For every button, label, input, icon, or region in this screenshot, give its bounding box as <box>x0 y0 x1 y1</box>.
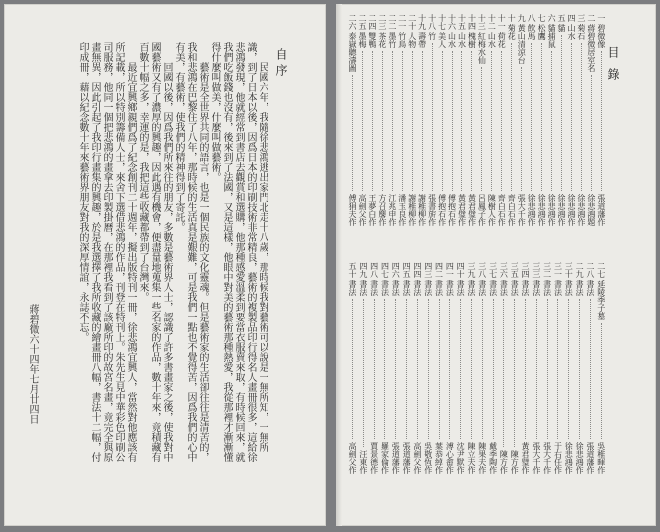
toc-entry-number: 十八 <box>427 14 437 30</box>
toc-leader-dots <box>521 67 522 191</box>
toc-entry-artist: 陳立夫作 <box>466 442 476 474</box>
toc-entry-title: 書法 <box>402 280 412 296</box>
toc-leader-dots <box>428 299 429 439</box>
toc-leader-dots <box>590 299 591 439</box>
toc-entry-number: 二五 <box>357 14 367 30</box>
toc-leader-dots <box>372 51 373 191</box>
toc-entry-number: 三五 <box>510 262 520 278</box>
toc-entry-number: 四四 <box>412 262 422 278</box>
toc-leader-dots <box>395 299 396 439</box>
toc-entry-title: 書法 <box>466 280 476 296</box>
toc-entry <box>445 262 454 474</box>
toc-leader-dots <box>601 323 602 439</box>
toc-entry <box>380 262 389 474</box>
toc-entry-number: 三三 <box>531 262 541 278</box>
toc-entry-artist: 黃君璧作 <box>521 442 530 474</box>
toc-entry <box>448 14 457 226</box>
toc-entry-number: 十二 <box>487 14 497 30</box>
toc-entry-artist: 張道藩作 <box>585 442 595 474</box>
toc-entry-artist: 傅狷夫作 <box>348 194 357 226</box>
toc-entry <box>517 14 526 226</box>
toc-entry <box>521 262 530 474</box>
toc-entry-title: 竹 <box>427 32 437 40</box>
toc-entry-artist: 沈尹默作 <box>456 442 466 474</box>
toc-entry-title: 書法 <box>542 280 552 296</box>
preface-page <box>4 4 326 526</box>
toc-entry-number: 二二 <box>387 14 397 30</box>
toc-entry-title: 紅梅水仙 <box>477 32 487 64</box>
toc-entry-title: 書法 <box>564 280 574 296</box>
toc-entry-number: 二七 <box>596 262 606 278</box>
toc-entry <box>597 262 606 474</box>
toc-entry-title: 書法 <box>348 280 357 296</box>
toc-entry-number: 四五 <box>402 262 412 278</box>
toc-leader-dots <box>561 35 562 191</box>
toc-leader-dots <box>568 299 569 439</box>
toc-entry-title: 碧微像 <box>596 24 606 48</box>
toc-entry <box>577 14 586 226</box>
toc-entry <box>537 14 546 226</box>
toc-entry-artist: 黃君璧作 <box>467 194 477 226</box>
toc-entry <box>510 262 519 474</box>
toc-leader-dots <box>471 51 472 191</box>
toc-entry-number: 四七 <box>380 262 390 278</box>
toc-leader-dots <box>471 299 472 439</box>
toc-entry-artist: 陳方作 <box>499 450 509 474</box>
preface-paragraph: 民國六年，我隨徐悲鴻逃出家門北走十八歲，那時候我對藝術可以說是一無所知，一無所識，到了日本以後，因爲日本的印刷技術非常精良，藝術的複製品印行得名人畫冊很多，這給徐悲鴻發現，他就經常到書店去觀賞和選購，他那種感愛溫柔到要當衣服賣來取，有時候回來，就我們吃飯錢也沒有，後來到了法國，又是這樣，他眼中對美的藝術那種熱愛，我從那裡才漸漸懂得什麼叫做美，什麼叫做藝術。 <box>209 42 268 462</box>
toc-entry <box>388 14 397 226</box>
toc-leader-dots <box>412 51 413 191</box>
toc-entry <box>586 262 595 474</box>
toc-title: 目錄 <box>606 46 620 90</box>
toc-leader-dots <box>452 51 453 191</box>
toc-entry-title: 竹鳥 <box>397 32 407 48</box>
toc-entry <box>553 262 562 474</box>
toc-entry-artist: 張大千作 <box>531 442 541 474</box>
toc-entry-title: 菊石 <box>576 24 586 40</box>
toc-entry-number: 八 <box>527 14 537 22</box>
toc-entry-number: 十三 <box>477 14 487 30</box>
toc-leader-dots <box>460 299 461 439</box>
toc-entry-number: 三二 <box>542 262 552 278</box>
toc-entry-artist: 徐悲鴻作 <box>537 194 547 226</box>
toc-entry <box>456 262 465 474</box>
toc-entry-artist: 徐悲鴻作 <box>564 442 574 474</box>
toc-entry-title: 延陵季子墓 <box>596 280 606 320</box>
toc-entry-artist: 賈景德作 <box>369 442 379 474</box>
toc-leader-dots <box>362 51 363 191</box>
toc-entry <box>359 262 368 474</box>
toc-entry-number: 一 <box>596 14 606 22</box>
toc-entry <box>413 262 422 474</box>
toc-entry-artist: 謝稚柳作 <box>417 194 427 226</box>
toc-entry <box>575 262 584 474</box>
toc-leader-dots <box>514 299 515 447</box>
toc-entry-title: 美人 <box>437 32 447 48</box>
toc-entry-artist: 戴季陶作 <box>488 442 498 474</box>
toc-entry-artist: 王夢白作 <box>367 194 377 226</box>
toc-entry <box>428 14 437 226</box>
toc-entry-artist: 張大千作 <box>542 442 552 474</box>
toc-entry <box>527 14 536 226</box>
toc-entry-number: 九 <box>517 14 527 22</box>
toc-entry-title: 松鷹 <box>537 24 547 40</box>
toc-entry-number: 三十 <box>564 262 574 278</box>
toc-entry-title: 泰嶽聽濤圖 <box>348 32 357 72</box>
preface-paragraph: 最近宜興鄉親們爲了紀念創刊二十週年，擬出版特刊一冊，徐悲鴻宜興人，當然對他應該有所記載，所以特別籌備人士，來舍下選借悲鴻的作品，刊登在特刊上。朱先生見中華彩色印刷公司服務，他同一個把悲鴻的畫拿去印製掛曆，在那裡我看到了該廠所印的故宮名畫，竟完全與原畫無異，因此引起了我印行畫集的興趣，於是我選擇了我所收藏的繪畫冊八幅，書法十二幅，付印成冊，藉以紀念數十年來藝術界朋友對我的深厚情誼，永誌不忘。 <box>77 42 136 462</box>
toc-leader-dots <box>501 51 502 191</box>
toc-leader-dots <box>531 43 532 191</box>
toc-entry-artist: 徐悲鴻作 <box>566 194 576 226</box>
toc-entry-title: 書法 <box>488 280 498 296</box>
toc-leader-dots <box>442 51 443 191</box>
preface-signature: 蔣碧微六十四年七月廿四日 <box>27 304 38 424</box>
toc-entry-title: 貓捕鼠 <box>547 24 557 48</box>
toc-entry-number: 十 <box>507 14 517 22</box>
toc-entry-title: 黃山清涼台 <box>517 24 527 64</box>
toc-entry-number: 二六 <box>348 14 357 30</box>
toc-leader-dots <box>449 299 450 439</box>
toc-entry-artist: 吳稚暉作 <box>596 442 606 474</box>
toc-entry <box>478 262 487 474</box>
toc-entry <box>543 262 552 474</box>
toc-entry-title: 書法 <box>499 280 509 296</box>
toc-entry <box>391 262 400 474</box>
toc-entry-title: 書法 <box>456 280 466 296</box>
toc-leader-dots <box>551 51 552 191</box>
toc-entry-title: 飲馬 <box>527 24 537 40</box>
toc-entry <box>467 14 476 226</box>
toc-entry-artist: 傅抱石作 <box>437 194 447 226</box>
toc-entry-title: 書法 <box>531 280 541 296</box>
toc-entry-artist: 齊白石作 <box>497 194 507 226</box>
toc-entry-title: 書法 <box>553 280 563 296</box>
toc-entry-title: 壽帶 <box>417 32 427 48</box>
toc-leader-dots <box>461 51 462 191</box>
toc-leader-dots <box>352 75 353 191</box>
toc-entry-number: 二八 <box>585 262 595 278</box>
toc-entry <box>532 262 541 474</box>
toc-page <box>336 4 656 526</box>
toc-leader-dots <box>581 43 582 191</box>
toc-leader-dots <box>557 299 558 439</box>
toc-entry-artist: 羅家倫作 <box>380 442 390 474</box>
toc-entry-title: 茶花 <box>377 32 387 48</box>
toc-entry-number: 二 <box>586 14 596 22</box>
toc-entry-number: 二三 <box>377 14 387 30</box>
toc-leader-dots <box>406 299 407 439</box>
toc-leader-dots <box>363 299 364 447</box>
toc-entry-artist: 陳方作 <box>510 450 520 474</box>
toc-entry-artist: 徐悲鴻作 <box>547 194 557 226</box>
preface-body <box>18 42 268 462</box>
toc-entry-number: 七 <box>537 14 547 22</box>
toc-entry-title: 墨竹 <box>387 32 397 48</box>
toc-entry <box>418 14 427 226</box>
toc-entry <box>499 262 508 474</box>
toc-entry-title: 書法 <box>521 280 530 296</box>
toc-entry-number: 四九 <box>358 262 368 278</box>
toc-entry-artist: 吳敬恆作 <box>423 442 433 474</box>
toc-entry <box>507 14 516 226</box>
toc-entry-artist: 徐悲鴻作 <box>576 194 586 226</box>
toc-leader-dots <box>392 51 393 191</box>
toc-leader-dots <box>374 299 375 439</box>
toc-entry-number: 二九 <box>575 262 585 278</box>
toc-entry-number: 三八 <box>477 262 487 278</box>
toc-entry-number: 十一 <box>497 14 507 30</box>
toc-leader-dots <box>402 51 403 191</box>
toc-entry-artist: 陳樹人作 <box>487 194 497 226</box>
toc-entry-number: 四 <box>566 14 576 22</box>
toc-entry-artist: 徐悲鴻作 <box>527 194 537 226</box>
toc-entry <box>564 262 573 474</box>
toc-entry-number: 三四 <box>521 262 530 278</box>
toc-entry <box>567 14 576 226</box>
toc-entry-artist: 高劍父作 <box>357 194 367 226</box>
toc-entry-number: 四二 <box>434 262 444 278</box>
toc-entry-artist: 張大千作 <box>517 194 527 226</box>
toc-leader-dots <box>511 43 512 191</box>
toc-leader-dots <box>422 51 423 191</box>
toc-entry-number: 三九 <box>466 262 476 278</box>
toc-entry-number: 二四 <box>367 14 377 30</box>
toc-entry-artist: 汪東作 <box>358 450 368 474</box>
toc-entry-number: 十六 <box>447 14 457 30</box>
toc-entry <box>424 262 433 474</box>
toc-entry-number: 二一 <box>397 14 407 30</box>
toc-entry-number: 五十 <box>348 262 357 278</box>
toc-entry-number: 十五 <box>457 14 467 30</box>
page-crease <box>336 4 342 526</box>
toc-entry-number: 五 <box>557 14 567 22</box>
toc-entry-number: 四三 <box>423 262 433 278</box>
toc-entry-title: 書法 <box>510 280 520 296</box>
toc-entry-artist: 傅抱石作 <box>447 194 457 226</box>
toc-entry <box>557 14 566 226</box>
toc-entry-artist: 齊白石作 <box>507 194 517 226</box>
toc-entry <box>370 262 379 474</box>
toc-entry-number: 六 <box>547 14 557 22</box>
toc-entry <box>489 262 498 474</box>
toc-entry <box>408 14 417 226</box>
toc-leader-dots <box>417 299 418 439</box>
toc-entry <box>438 14 447 226</box>
toc-entry <box>358 14 367 226</box>
toc-entry <box>368 14 377 226</box>
toc-entry-title: 菊花 <box>507 24 517 40</box>
toc-leader-dots <box>493 299 494 439</box>
toc-entry-artist: 高劍父作 <box>348 442 357 474</box>
toc-entry-title: 貓 <box>557 24 567 32</box>
toc-leader-dots <box>382 51 383 191</box>
toc-entry-title: 人物 <box>407 32 417 48</box>
toc-entry-title: 書法 <box>575 280 585 296</box>
toc-entry-artist: 江兆申作 <box>387 194 397 226</box>
toc-entry-number: 十七 <box>437 14 447 30</box>
toc-entry-artist: 高劍父作 <box>412 442 422 474</box>
toc-entry-title: 書法 <box>358 280 368 296</box>
toc-entry-artist: 溥心畬作 <box>445 442 455 474</box>
toc-leader-dots <box>571 43 572 191</box>
toc-entry-title: 墨梅 <box>357 32 367 48</box>
toc-entry-title: 山水 <box>487 32 497 48</box>
toc-entry <box>477 14 486 226</box>
toc-entry-number: 四十 <box>456 262 466 278</box>
preface-paragraph: 藝術是全世界共同的語言，也是一個民族的文化靈魂。但是藝術家的生活卻往往是清苦的，我和悲鴻在巴黎住了八年，那時候的生活真是艱難，可是我們一點也不覺得苦，因爲我們的心中有美，有藝術，使我們的精神得到了寄託。 <box>173 42 208 462</box>
toc-leader-dots <box>384 299 385 439</box>
toc-entry-title: 書法 <box>445 280 455 296</box>
toc-entry-artist: 張道藩作 <box>596 194 606 226</box>
toc-leader-dots <box>352 299 353 439</box>
toc-leader-dots <box>481 67 482 191</box>
preface-title: 自序 <box>274 48 288 80</box>
toc-entry <box>597 14 606 226</box>
toc-leader-dots <box>591 75 592 191</box>
toc-entry-number: 三 <box>576 14 586 22</box>
toc-entry-title: 書法 <box>434 280 444 296</box>
toc-entry-artist: 張道藩作 <box>402 442 412 474</box>
toc-leader-dots <box>432 43 433 191</box>
toc-entry <box>497 14 506 226</box>
toc-leader-dots <box>439 299 440 439</box>
toc-entry-title: 山水 <box>457 32 467 48</box>
toc-entry-title: 雙鴨 <box>367 32 377 48</box>
toc-bottom-block <box>348 262 606 474</box>
toc-entry-artist: 于右任作 <box>553 442 563 474</box>
toc-entry-artist: 張書旂作 <box>427 194 437 226</box>
toc-leader-dots <box>547 299 548 439</box>
toc-entry-title: 荷花 <box>497 32 507 48</box>
toc-entry-artist: 潘玉良作 <box>397 194 407 226</box>
toc-entry <box>402 262 411 474</box>
toc-entry-title: 書法 <box>380 280 390 296</box>
toc-entry-title: 書法 <box>391 280 401 296</box>
preface-paragraph: 回國以後，因爲我們所來往的朋友，多數是藝術界人士，認識了許多書畫家之後，使我對中國藝術又有了濃厚的興趣，因此遇有機會，便盡量地蒐集一些名家的作品，數十年來，竟積藏有百數十幅之多，幸運的是，我把這些收藏都帶到了台灣來。 <box>137 42 172 462</box>
toc-entry-artist: 黃君璧作 <box>457 194 467 226</box>
toc-entry <box>547 14 556 226</box>
toc-entry <box>348 262 357 474</box>
toc-entry-title: 書法 <box>477 280 487 296</box>
toc-entry-number: 三七 <box>488 262 498 278</box>
toc-entry-title: 書法 <box>585 280 595 296</box>
toc-leader-dots <box>482 299 483 439</box>
toc-entry <box>587 14 596 226</box>
toc-leader-dots <box>525 299 526 439</box>
toc-leader-dots <box>541 43 542 191</box>
toc-entry-number: 十四 <box>467 14 477 30</box>
toc-entry <box>457 14 466 226</box>
toc-entry-number: 四六 <box>391 262 401 278</box>
toc-entry-number: 四八 <box>369 262 379 278</box>
toc-entry-title: 書法 <box>369 280 379 296</box>
toc-entry-artist: 徐悲鴻作 <box>575 442 585 474</box>
toc-leader-dots <box>503 299 504 447</box>
toc-entry-artist: 徐悲鴻題 <box>586 194 596 226</box>
toc-leader-dots <box>491 51 492 191</box>
toc-entry-title: 山水 <box>447 32 457 48</box>
toc-entry-title: 書法 <box>423 280 433 296</box>
toc-entry-title: 山水 <box>566 24 576 40</box>
toc-entry-number: 三一 <box>553 262 563 278</box>
toc-entry-artist: 呂鳳子作 <box>477 194 487 226</box>
toc-entry-title: 蔣碧微居室名 <box>586 24 596 72</box>
toc-entry <box>487 14 496 226</box>
toc-entry-artist: 陳果夫作 <box>477 442 487 474</box>
toc-leader-dots <box>536 299 537 439</box>
toc-entry-artist: 張道藩作 <box>391 442 401 474</box>
toc-entry-artist: 徐悲鴻作 <box>557 194 567 226</box>
toc-entry-number: 二十 <box>407 14 417 30</box>
toc-entry <box>398 14 407 226</box>
toc-entry-artist: 方召麐作 <box>377 194 387 226</box>
toc-entry-title: 槐樹 <box>467 32 477 48</box>
toc-entry <box>467 262 476 474</box>
toc-entry-artist: 謝稚柳作 <box>407 194 417 226</box>
toc-entry <box>348 14 357 226</box>
toc-entry-number: 三六 <box>499 262 509 278</box>
toc-entry <box>378 14 387 226</box>
toc-top-block <box>348 14 606 226</box>
toc-leader-dots <box>601 51 602 191</box>
toc-entry <box>435 262 444 474</box>
toc-entry-number: 四一 <box>445 262 455 278</box>
toc-entry-artist: 葉恭綽作 <box>434 442 444 474</box>
toc-entry-title: 書法 <box>412 280 422 296</box>
toc-leader-dots <box>579 299 580 439</box>
toc-entry-number: 十九 <box>417 14 427 30</box>
